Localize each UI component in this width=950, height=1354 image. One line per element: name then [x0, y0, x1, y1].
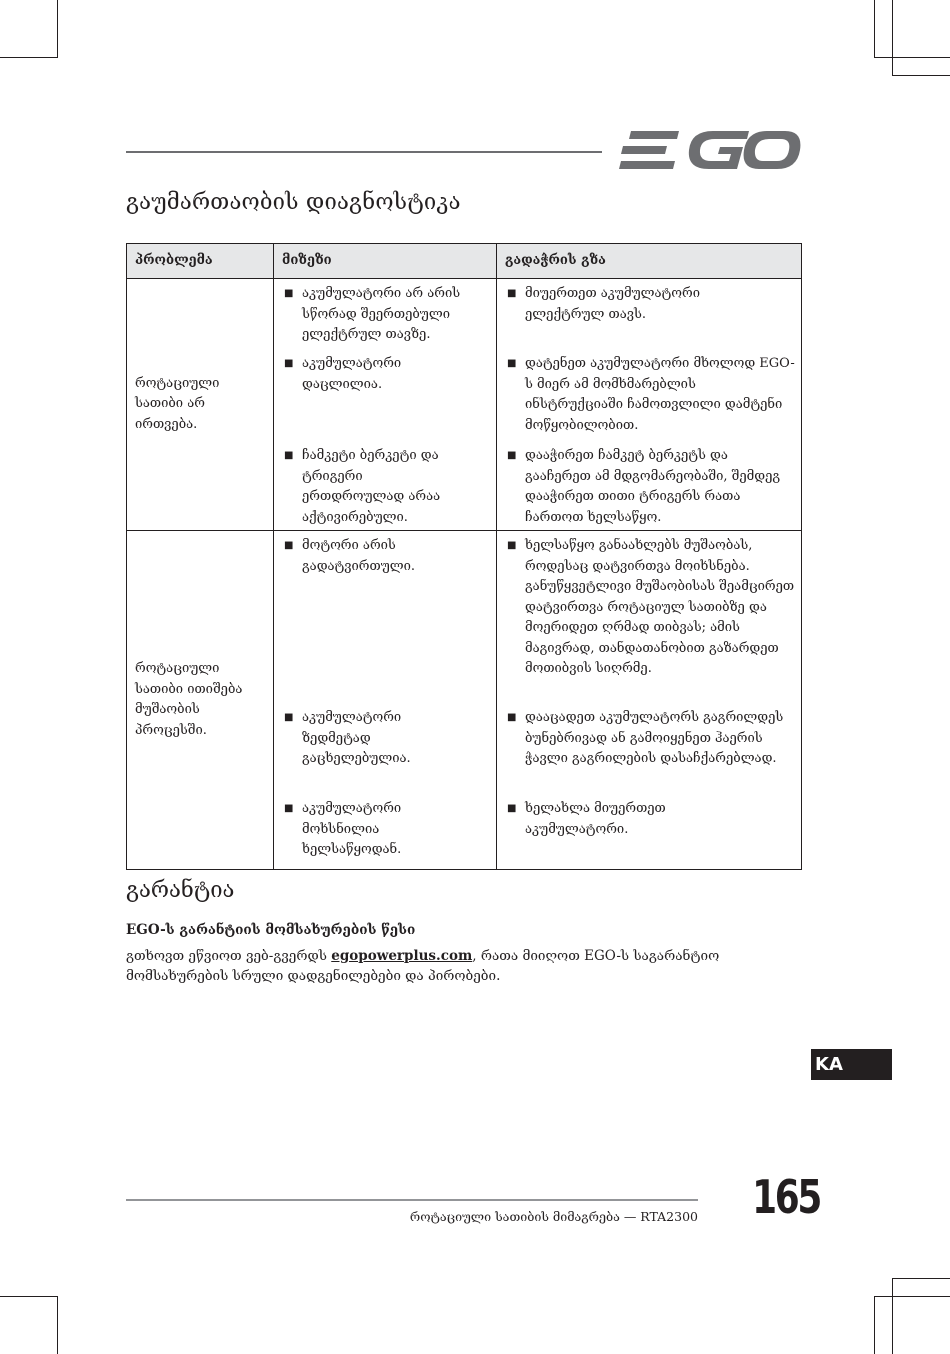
warranty-subtitle: EGO-ს გარანტიის მომსახურების წესი [126, 922, 416, 938]
column-header-solution: გადაჭრის გზა [497, 244, 802, 279]
cause-cell [274, 279, 497, 531]
ego-logo [617, 127, 801, 173]
solution-item: ■ დააცადეთ აკუმულატორს გაგრილდეს ბუნებრივად ან გამოიყენეთ ჰაერის ჭავლი გაგრილების დასაჩქარებლად. [497, 703, 801, 794]
bullet-icon: ■ [284, 288, 294, 299]
bullet-icon: ■ [284, 712, 294, 723]
header-rule [126, 151, 602, 153]
bullet-icon: ■ [284, 358, 294, 369]
cause-item: ■ აკუმულატორი მოხსნილია ხელსაწყოდან. [274, 794, 496, 869]
bullet-icon: ■ [507, 358, 517, 369]
bullet-icon: ■ [284, 540, 294, 551]
solution-item: ■ მიუერთეთ აკუმულატორი ელექტრულ თავს. [497, 279, 801, 349]
solution-item: ■ დატენეთ აკუმულატორი მხოლოდ EGO-ს მიერ ამ მომხმარებლის ინსტრუქციაში ჩამოთვლილი დამტენი მოწყობილობით. [497, 349, 801, 441]
table-row [127, 531, 802, 870]
cause-cell [274, 531, 497, 870]
diagnostics-title: გაუმართაობის დიაგნოსტიკა [126, 190, 461, 215]
bullet-icon: ■ [507, 803, 517, 814]
column-header-cause: მიზეზი [274, 244, 497, 279]
cause-item: ■ აკუმულატორი დაცლილია. [274, 349, 496, 441]
crop-mark [0, 57, 58, 58]
solution-item: ■ დააჭირეთ ჩამკეტ ბერკეტს და გააჩერეთ ამ მდგომარეობაში, შემდეგ დააჭირეთ თითი ტრიგერს რათა ჩართოთ ხელსაწყო. [497, 441, 801, 530]
crop-mark [874, 57, 950, 58]
cause-item: ■ აკუმულატორი არ არის სწორად შეერთებული ელექტრულ თავზე. [274, 279, 496, 349]
warranty-link[interactable]: egopowerplus.com [331, 948, 473, 964]
footer-rule [126, 1199, 698, 1201]
crop-mark [892, 0, 893, 76]
crop-mark [874, 1296, 950, 1297]
solution-item: ■ ხელახლა მიუერთეთ აკუმულატორი. [497, 794, 801, 869]
crop-mark [57, 0, 58, 58]
solution-cell [497, 531, 802, 870]
warranty-body: გთხოვთ ეწვიოთ ვებ-გვერდს egopowerplus.com, რათა მიიღოთ EGO-ს საგარანტიო მომსახურების სრული დადგენილებები და პირობები. [126, 948, 720, 984]
problem-text: როტაციული სათიბი ითიშება მუშაობის პროცესში. [135, 661, 243, 738]
solution-item: ■ ხელსაწყო განაახლებს მუშაობას, როდესაც დატვირთვა მოიხსნება. განუწყვეტლივი მუშაობისას შეამცირეთ დატვირთვა როტაციულ სათიბზე და მოერიდეთ ღრმად თიბვას; ამის მაგივრად, თანდათანობით გაზარდეთ მოთიბვის სიღრმე. [497, 531, 801, 703]
crop-mark [892, 1278, 950, 1279]
problem-cell [127, 531, 274, 870]
cause-item: ■ ჩამკეტი ბერკეტი და ტრიგერი ერთდროულად არაა აქტივირებული. [274, 441, 496, 530]
bullet-icon: ■ [284, 803, 294, 814]
diagnostics-table [126, 243, 802, 870]
warranty-title: გარანტია [126, 878, 235, 903]
bullet-icon: ■ [507, 712, 517, 723]
footer-doc-title: როტაციული სათიბის მიმაგრება — RTA2300 [409, 1209, 698, 1224]
bullet-icon: ■ [507, 540, 517, 551]
bullet-icon: ■ [507, 288, 517, 299]
cause-item: ■ აკუმულატორი ზედმეტად გაცხელებულია. [274, 703, 496, 794]
crop-mark [57, 1296, 58, 1354]
crop-mark [892, 1278, 893, 1354]
language-tab: KA [811, 1049, 892, 1080]
bullet-icon: ■ [507, 450, 517, 461]
page-number: 165 [752, 1170, 820, 1224]
cause-item: ■ მოტორი არის გადატვირთული. [274, 531, 496, 703]
crop-mark [892, 75, 950, 76]
crop-mark [0, 1296, 58, 1297]
problem-cell [127, 279, 274, 531]
crop-mark [874, 1296, 875, 1354]
column-header-problem: პრობლემა [127, 244, 274, 279]
table-row [127, 279, 802, 531]
problem-text: როტაციული სათიბი არ ირთვება. [135, 375, 220, 432]
solution-cell [497, 279, 802, 531]
bullet-icon: ■ [284, 450, 294, 461]
table-header-row [127, 244, 802, 279]
crop-mark [874, 0, 875, 58]
